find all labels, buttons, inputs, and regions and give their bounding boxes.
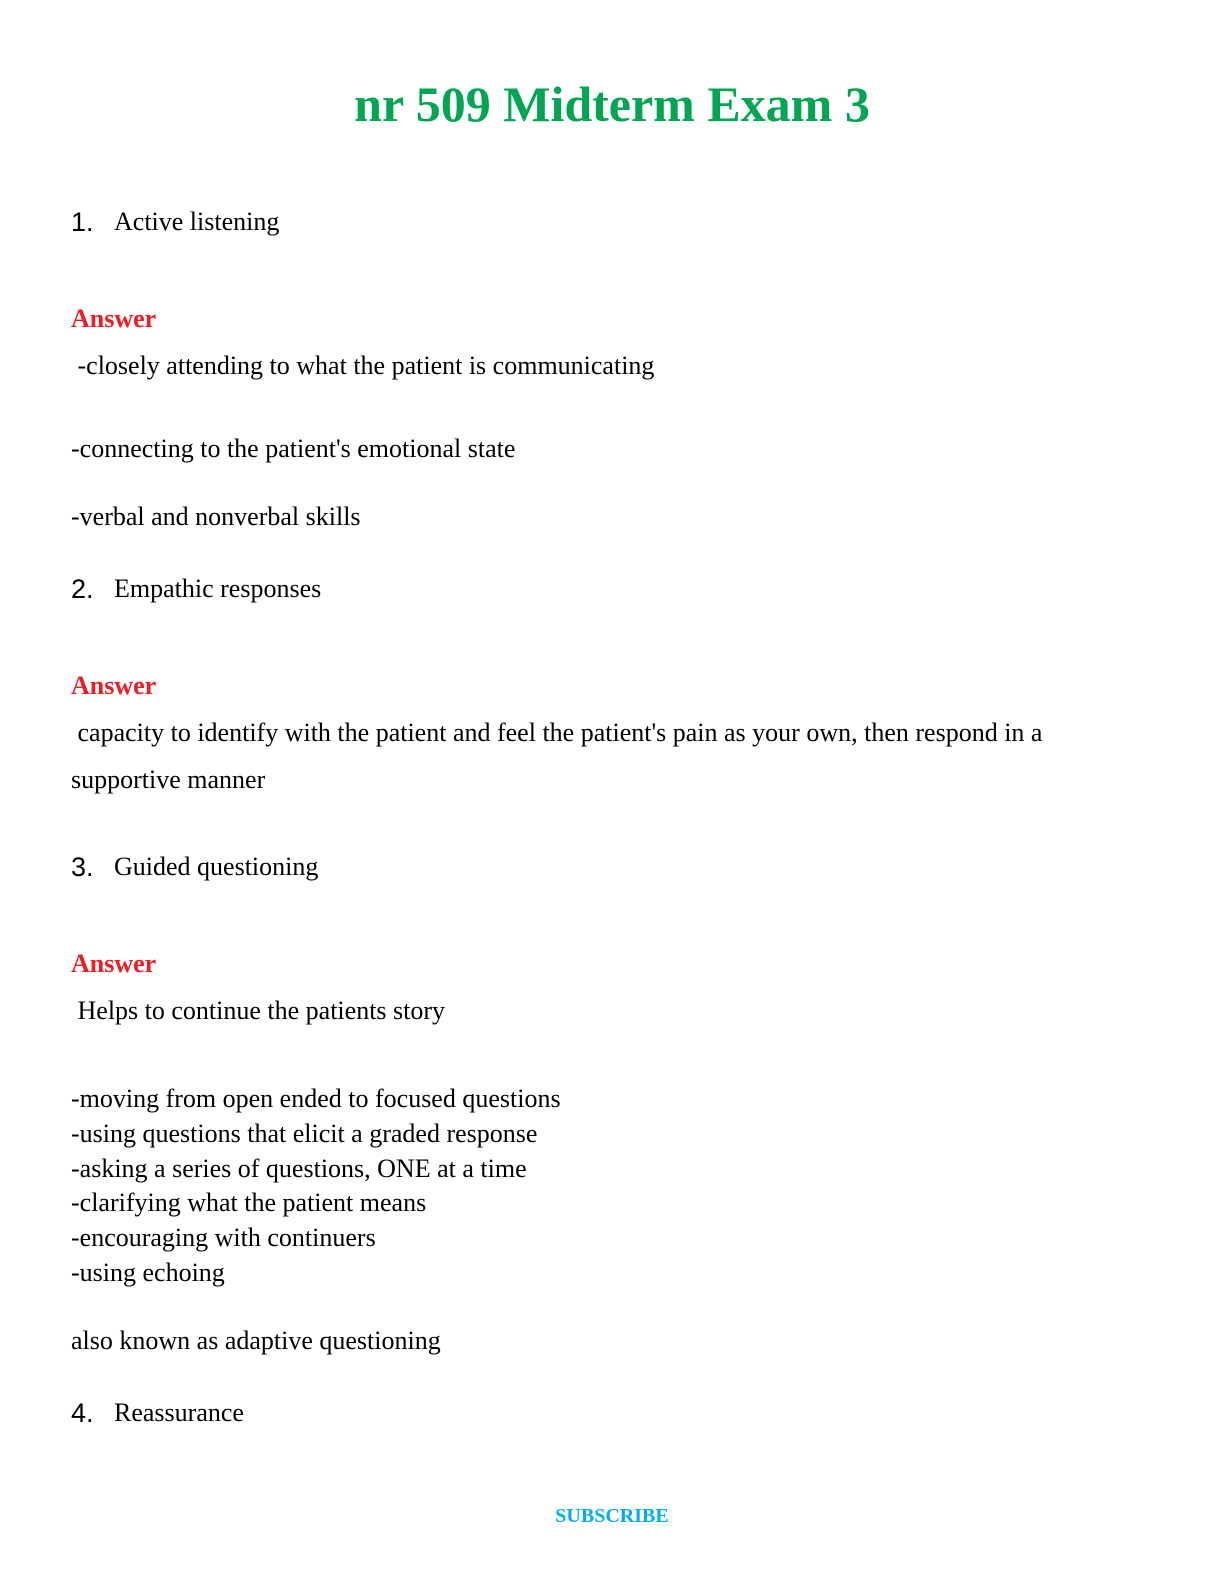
list-item: -using echoing xyxy=(71,1257,225,1287)
question-2-prompt: Empathic responses xyxy=(114,574,322,603)
list-item: -asking a series of questions, ONE at a time xyxy=(71,1153,527,1183)
question-1-answer-line-1: -closely attending to what the patient is communicating xyxy=(71,351,655,380)
question-1-answer-label: Answer xyxy=(71,304,157,333)
question-3-number: 3. xyxy=(71,852,94,882)
question-3-closing-line: also known as adaptive questioning xyxy=(71,1326,441,1355)
page-title: nr 509 Midterm Exam 3 xyxy=(354,76,870,132)
list-item: -clarifying what the patient means xyxy=(71,1188,427,1218)
list-item: -moving from open ended to focused questions xyxy=(71,1084,561,1113)
question-4-number: 4. xyxy=(71,1398,94,1428)
question-3-prompt: Guided questioning xyxy=(114,852,319,881)
list-item: -encouraging with continuers xyxy=(71,1223,376,1253)
question-3-technique-list xyxy=(71,1082,561,1291)
question-2-number: 2. xyxy=(71,574,94,604)
question-2-answer-label: Answer xyxy=(71,671,157,700)
question-2-answer-line-2: supportive manner xyxy=(71,765,266,794)
question-3-answer-line-1: Helps to continue the patients story xyxy=(71,996,446,1025)
question-4-prompt: Reassurance xyxy=(114,1398,244,1427)
question-1-number: 1. xyxy=(71,207,94,237)
question-3-answer-label: Answer xyxy=(71,949,157,978)
question-1-answer-line-3: -verbal and nonverbal skills xyxy=(71,502,361,531)
question-1-prompt: Active listening xyxy=(114,207,280,236)
question-2-answer-line-1: capacity to identify with the patient and feel the patient's pain as your own, then respond in a xyxy=(71,718,1043,747)
subscribe-link[interactable]: SUBSCRIBE xyxy=(555,1505,669,1527)
list-item: -using questions that elicit a graded response xyxy=(71,1118,538,1148)
question-1-answer-line-2: -connecting to the patient's emotional state xyxy=(71,434,516,463)
